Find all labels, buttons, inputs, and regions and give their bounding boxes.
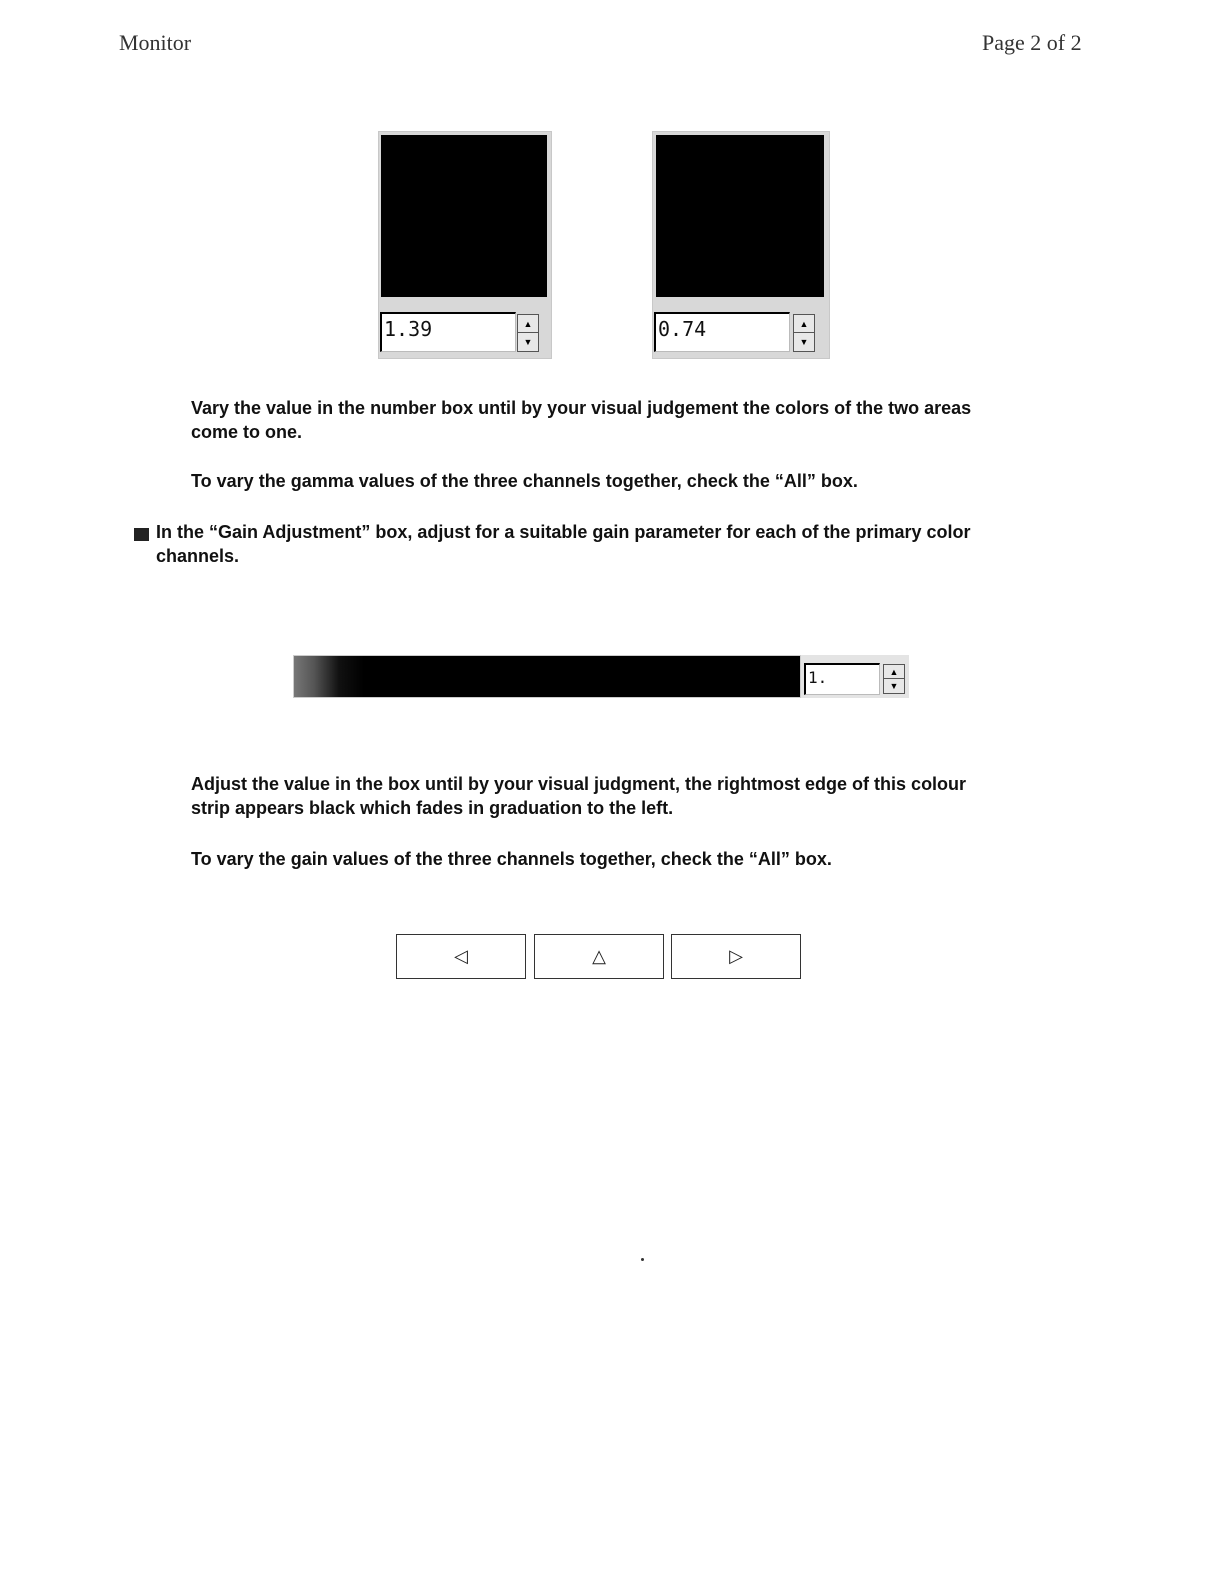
document-title: Monitor: [119, 30, 192, 55]
up-button[interactable]: [534, 934, 664, 979]
gamma-left-spinner[interactable]: [517, 314, 539, 352]
gain-spinner[interactable]: [883, 664, 905, 694]
gain-input[interactable]: 1.: [804, 663, 880, 695]
triangle-left-icon: ◁: [454, 946, 468, 966]
triangle-right-icon: ▷: [729, 946, 743, 966]
gain-adjust-instruction: Adjust the value in the box until by your visual judgment, the rightmost edge of this colour strip appears black which fades in graduation to the left.: [191, 774, 967, 818]
triangle-up-icon[interactable]: ▲: [518, 315, 538, 333]
triangle-down-icon[interactable]: ▼: [889, 681, 899, 691]
back-button[interactable]: [396, 934, 526, 979]
gamma-right-input[interactable]: 0.74: [654, 312, 790, 352]
gain-color-strip: [293, 655, 801, 698]
triangle-down-icon[interactable]: ▼: [523, 337, 533, 347]
square-bullet-icon: [134, 528, 149, 541]
next-button[interactable]: [671, 934, 801, 979]
stray-dot: [641, 1258, 644, 1261]
gamma-right-spinner[interactable]: [793, 314, 815, 352]
gamma-swatch-right-panel: [652, 131, 830, 359]
gain-adjustment-instruction: In the “Gain Adjustment” box, adjust for a suitable gain parameter for each of the primary color channels.: [156, 522, 971, 566]
gamma-vary-instruction: Vary the value in the number box until by your visual judgement the colors of the two areas come to one.: [191, 398, 972, 442]
triangle-up-icon[interactable]: ▲: [884, 665, 904, 679]
page-indicator: Page 2 of 2: [982, 30, 1082, 55]
gain-field-panel: [801, 655, 909, 698]
triangle-down-icon[interactable]: ▼: [799, 337, 809, 347]
gamma-left-input[interactable]: 1.39: [380, 312, 516, 352]
gamma-swatch-left: [381, 135, 547, 297]
gain-all-instruction: To vary the gain values of the three channels together, check the “All” box.: [191, 849, 832, 869]
gamma-swatch-left-panel: [378, 131, 552, 359]
gamma-all-instruction: To vary the gamma values of the three channels together, check the “All” box.: [191, 471, 858, 491]
triangle-up-icon[interactable]: ▲: [794, 315, 814, 333]
triangle-up-icon: △: [592, 946, 606, 966]
gamma-swatch-right: [656, 135, 824, 297]
